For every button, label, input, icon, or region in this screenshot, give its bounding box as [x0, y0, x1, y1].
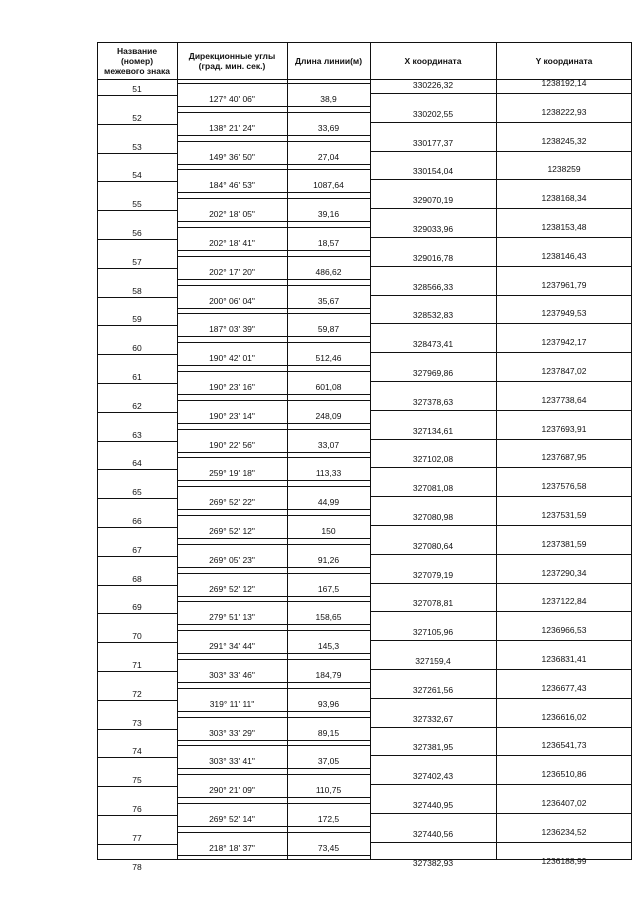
- line-length: 44,99: [317, 497, 340, 508]
- row-divider: [177, 164, 370, 165]
- line-length: 145,3: [317, 641, 340, 652]
- row-divider: [177, 544, 370, 545]
- directional-angle: 303° 33' 29": [209, 727, 255, 738]
- row-divider: [97, 95, 177, 96]
- y-coordinate: 1237381,59: [541, 538, 587, 549]
- row-divider: [97, 585, 177, 586]
- point-name: 73: [132, 717, 142, 728]
- x-coordinate: 327382,93: [412, 857, 454, 868]
- row-divider: [97, 268, 177, 269]
- directional-angle: 190° 23' 14": [209, 410, 255, 421]
- point-name: 58: [132, 285, 142, 296]
- x-coordinate: 327079,19: [412, 569, 454, 580]
- row-divider: [370, 352, 632, 353]
- x-coordinate: 327378,63: [412, 396, 454, 407]
- x-coordinate: 330202,55: [412, 108, 454, 119]
- row-divider: [97, 210, 177, 211]
- y-coordinate: 1237122,84: [541, 596, 587, 607]
- row-divider: [177, 480, 370, 481]
- point-name: 52: [132, 112, 142, 123]
- row-divider: [177, 336, 370, 337]
- y-coordinate: 1237290,34: [541, 567, 587, 578]
- header-length: Длина линии(м): [294, 55, 363, 66]
- directional-angle: 269° 52' 22": [209, 497, 255, 508]
- y-coordinate: 1238146,43: [541, 250, 587, 261]
- x-coordinate: 327402,43: [412, 771, 454, 782]
- line-length: 33,69: [317, 122, 340, 133]
- y-coordinate: 1238259: [547, 164, 581, 175]
- point-name: 65: [132, 487, 142, 498]
- row-divider: [97, 153, 177, 154]
- header-angles: [177, 42, 287, 79]
- row-divider: [370, 266, 632, 267]
- point-name: 69: [132, 602, 142, 613]
- row-divider: [177, 135, 370, 136]
- line-length: 248,09: [315, 410, 342, 421]
- line-length: 91,26: [317, 554, 340, 565]
- row-divider: [177, 452, 370, 453]
- row-divider: [177, 279, 370, 280]
- point-name: 72: [132, 688, 142, 699]
- directional-angle: 290° 21' 09": [209, 785, 255, 796]
- line-length: 486,62: [315, 266, 342, 277]
- point-name: 59: [132, 314, 142, 325]
- directional-angle: 218° 18' 37": [209, 842, 255, 853]
- x-coordinate: 329070,19: [412, 195, 454, 206]
- row-divider: [97, 354, 177, 355]
- header-name-line: Название: [116, 45, 158, 56]
- y-coordinate: 1237949,53: [541, 308, 587, 319]
- directional-angle: 269° 05' 23": [209, 554, 255, 565]
- point-name: 56: [132, 228, 142, 238]
- directional-angle: 202° 18' 41": [209, 238, 255, 248]
- row-divider: [370, 669, 632, 670]
- x-coordinate: 327261,56: [412, 684, 454, 695]
- row-divider: [97, 383, 177, 384]
- y-coordinate: 1237738,64: [541, 394, 587, 405]
- y-coordinate: 1236831,41: [541, 654, 587, 664]
- line-length: 35,67: [317, 295, 340, 306]
- row-divider: [177, 832, 370, 833]
- x-coordinate: 327080,64: [412, 540, 454, 551]
- directional-angle: 269° 52' 12": [209, 583, 255, 594]
- point-name: 70: [132, 631, 142, 642]
- directional-angle: 269° 52' 12": [209, 526, 255, 536]
- line-length: 89,15: [317, 727, 340, 738]
- x-coordinate: 328532,83: [412, 310, 454, 321]
- x-coordinate: 327105,96: [412, 627, 454, 638]
- row-divider: [177, 740, 370, 741]
- x-coordinate: 330154,04: [412, 166, 454, 177]
- directional-angle: 279° 51' 13": [209, 612, 255, 623]
- row-divider: [177, 515, 370, 516]
- x-coordinate: 330226,32: [412, 80, 454, 90]
- row-divider: [177, 250, 370, 251]
- row-divider: [370, 554, 632, 555]
- y-coordinate: 1238168,34: [541, 193, 587, 204]
- x-coordinate: 328566,33: [412, 281, 454, 292]
- row-divider: [177, 774, 370, 775]
- y-coordinate: 1236677,43: [541, 682, 587, 693]
- point-name: 74: [132, 746, 142, 757]
- header-x: X координата: [404, 55, 462, 66]
- row-divider: [177, 221, 370, 222]
- x-coordinate: 327969,86: [412, 368, 454, 378]
- x-coordinate: 329033,96: [412, 224, 454, 234]
- row-divider: [177, 365, 370, 366]
- row-divider: [97, 757, 177, 758]
- line-length: 27,04: [317, 151, 340, 162]
- row-divider: [177, 653, 370, 654]
- point-name: 64: [132, 458, 142, 469]
- row-divider: [370, 813, 632, 814]
- y-coordinate: 1237847,02: [541, 366, 587, 376]
- directional-angle: 184° 46' 53": [209, 180, 255, 191]
- point-name: 67: [132, 544, 142, 555]
- x-coordinate: 327102,08: [412, 454, 454, 465]
- row-divider: [97, 239, 177, 240]
- header-angles-line: (град. мин. сек.): [198, 60, 266, 71]
- line-length: 110,75: [315, 785, 342, 796]
- y-coordinate: 1236188,99: [541, 855, 587, 866]
- row-divider: [177, 106, 370, 107]
- row-divider: [177, 313, 370, 314]
- line-length: 18,57: [317, 238, 340, 248]
- point-name: 55: [132, 199, 142, 210]
- directional-angle: 187° 03' 39": [209, 324, 255, 335]
- row-divider: [370, 122, 632, 123]
- row-divider: [177, 745, 370, 746]
- row-divider: [177, 423, 370, 424]
- row-divider: [97, 441, 177, 442]
- directional-angle: 303° 33' 46": [209, 670, 255, 680]
- row-divider: [177, 394, 370, 395]
- row-divider: [177, 371, 370, 372]
- y-coordinate: 1237942,17: [541, 337, 587, 348]
- row-divider: [177, 768, 370, 769]
- row-divider: [97, 124, 177, 125]
- y-coordinate: 1236510,86: [541, 769, 587, 780]
- row-divider: [370, 583, 632, 584]
- point-name: 75: [132, 775, 142, 786]
- row-divider: [370, 755, 632, 756]
- directional-angle: 190° 22' 56": [209, 439, 255, 450]
- line-length: 93,96: [317, 698, 340, 709]
- x-coordinate: 330177,37: [412, 137, 454, 148]
- y-coordinate: 1238153,48: [541, 222, 587, 232]
- header-name-line: межевого знака: [104, 65, 170, 76]
- y-coordinate: 1238245,32: [541, 135, 587, 146]
- line-length: 59,87: [317, 324, 340, 335]
- header-name-line: (номер): [120, 55, 154, 66]
- row-divider: [370, 439, 632, 440]
- coordinates-table: [97, 42, 632, 872]
- row-divider: [177, 688, 370, 689]
- directional-angle: 291° 34' 44": [209, 641, 255, 652]
- row-divider: [177, 711, 370, 712]
- row-divider: [177, 342, 370, 343]
- row-divider: [370, 640, 632, 641]
- line-length: 73,45: [317, 842, 340, 853]
- row-divider: [177, 400, 370, 401]
- point-name: 71: [132, 660, 142, 670]
- point-name: 51: [132, 84, 142, 94]
- row-divider: [370, 295, 632, 296]
- line-length: 150: [321, 526, 336, 536]
- point-name: 77: [132, 832, 142, 843]
- point-name: 63: [132, 429, 142, 440]
- header-angles-line: Дирекционные углы: [188, 50, 276, 61]
- row-divider: [370, 381, 632, 382]
- row-divider: [97, 181, 177, 182]
- row-divider: [177, 227, 370, 228]
- row-divider: [97, 786, 177, 787]
- row-divider: [97, 815, 177, 816]
- point-name: 62: [132, 400, 142, 411]
- row-divider: [177, 803, 370, 804]
- directional-angle: 190° 42' 01": [209, 353, 255, 364]
- x-coordinate: 327332,67: [412, 713, 454, 724]
- row-divider: [177, 112, 370, 113]
- row-divider: [177, 429, 370, 430]
- y-coordinate: 1236966,53: [541, 625, 587, 636]
- row-divider: [177, 567, 370, 568]
- row-divider: [177, 457, 370, 458]
- line-length: 37,05: [317, 756, 340, 767]
- y-coordinate: 1237961,79: [541, 279, 587, 290]
- x-coordinate: 327080,98: [412, 512, 454, 522]
- line-length: 167,5: [317, 583, 340, 594]
- x-coordinate: 327134,61: [412, 425, 454, 436]
- row-divider: [97, 469, 177, 470]
- row-divider: [177, 573, 370, 574]
- directional-angle: 202° 18' 05": [209, 209, 255, 220]
- row-divider: [177, 601, 370, 602]
- line-length: 512,46: [315, 353, 342, 364]
- directional-angle: 259° 19' 18": [209, 468, 255, 479]
- y-coordinate: 1236541,73: [541, 740, 587, 751]
- row-divider: [97, 671, 177, 672]
- directional-angle: 319° 11' 11": [209, 698, 255, 709]
- directional-angle: 202° 17' 20": [209, 266, 255, 277]
- y-coordinate: 1238222,93: [541, 106, 587, 117]
- header-name: [97, 42, 177, 79]
- line-length: 38,9: [320, 94, 337, 104]
- line-length: 1087,64: [313, 180, 344, 191]
- row-divider: [97, 412, 177, 413]
- y-coordinate: 1236616,02: [541, 711, 587, 722]
- line-length: 158,65: [315, 612, 342, 623]
- point-name: 61: [132, 372, 142, 382]
- header-y: Y координата: [535, 55, 593, 66]
- row-divider: [177, 308, 370, 309]
- x-coordinate: 328473,41: [412, 339, 454, 350]
- row-divider: [370, 237, 632, 238]
- directional-angle: 138° 21' 24": [209, 122, 255, 133]
- row-divider: [177, 198, 370, 199]
- point-name: 76: [132, 804, 142, 814]
- row-divider: [177, 192, 370, 193]
- directional-angle: 190° 23' 16": [209, 382, 255, 392]
- row-divider: [177, 509, 370, 510]
- row-divider: [97, 556, 177, 557]
- row-divider: [370, 208, 632, 209]
- line-length: 39,16: [317, 209, 340, 220]
- row-divider: [370, 410, 632, 411]
- point-name: 53: [132, 141, 142, 152]
- row-divider: [370, 727, 632, 728]
- row-divider: [177, 486, 370, 487]
- x-coordinate: 327381,95: [412, 742, 454, 753]
- line-length: 33,07: [317, 439, 340, 450]
- directional-angle: 149° 36' 50": [209, 151, 255, 162]
- row-divider: [177, 797, 370, 798]
- directional-angle: 200° 06' 04": [209, 295, 255, 306]
- point-name: 54: [132, 170, 142, 181]
- row-divider: [177, 141, 370, 142]
- row-divider: [370, 525, 632, 526]
- point-name: 68: [132, 573, 142, 584]
- line-length: 184,79: [315, 670, 342, 680]
- y-coordinate: 1237576,58: [541, 481, 587, 492]
- row-divider: [97, 844, 177, 845]
- y-coordinate: 1236234,52: [541, 826, 587, 837]
- row-divider: [370, 93, 632, 94]
- row-divider: [97, 325, 177, 326]
- y-coordinate: 1236407,02: [541, 798, 587, 808]
- row-divider: [370, 151, 632, 152]
- row-divider: [97, 527, 177, 528]
- line-length: 601,08: [315, 382, 342, 392]
- row-divider: [177, 169, 370, 170]
- y-coordinate: 1238192,14: [541, 78, 587, 88]
- x-coordinate: 327078,81: [412, 598, 454, 609]
- row-divider: [177, 596, 370, 597]
- x-coordinate: 329016,78: [412, 252, 454, 263]
- row-divider: [370, 323, 632, 324]
- x-coordinate: 327081,08: [412, 483, 454, 494]
- x-coordinate: 327159,4: [415, 656, 451, 666]
- directional-angle: 303° 33' 41": [209, 756, 255, 767]
- row-divider: [177, 538, 370, 539]
- row-divider: [370, 179, 632, 180]
- directional-angle: 127° 40' 06": [209, 94, 255, 104]
- row-divider: [370, 784, 632, 785]
- row-divider: [177, 285, 370, 286]
- y-coordinate: 1237687,95: [541, 452, 587, 463]
- x-coordinate: 327440,56: [412, 828, 454, 839]
- row-divider: [97, 297, 177, 298]
- column-divider: [370, 42, 371, 860]
- row-divider: [177, 826, 370, 827]
- row-divider: [177, 630, 370, 631]
- row-divider: [97, 613, 177, 614]
- row-divider: [97, 498, 177, 499]
- directional-angle: 269° 52' 14": [209, 814, 255, 824]
- row-divider: [177, 83, 370, 84]
- y-coordinate: 1237531,59: [541, 510, 587, 520]
- y-coordinate: 1237693,91: [541, 423, 587, 434]
- row-divider: [177, 682, 370, 683]
- line-length: 172,5: [317, 814, 340, 824]
- row-divider: [97, 700, 177, 701]
- row-divider: [97, 729, 177, 730]
- row-divider: [370, 842, 632, 843]
- row-divider: [177, 624, 370, 625]
- x-coordinate: 327440,95: [412, 800, 454, 810]
- row-divider: [370, 467, 632, 468]
- line-length: 113,33: [315, 468, 342, 479]
- point-name: 60: [132, 343, 142, 354]
- row-divider: [177, 256, 370, 257]
- point-name: 57: [132, 256, 142, 267]
- point-name: 78: [132, 861, 142, 872]
- row-divider: [177, 717, 370, 718]
- point-name: 66: [132, 516, 142, 526]
- row-divider: [97, 642, 177, 643]
- row-divider: [370, 611, 632, 612]
- row-divider: [370, 698, 632, 699]
- row-divider: [370, 496, 632, 497]
- row-divider: [177, 659, 370, 660]
- row-divider: [177, 855, 370, 856]
